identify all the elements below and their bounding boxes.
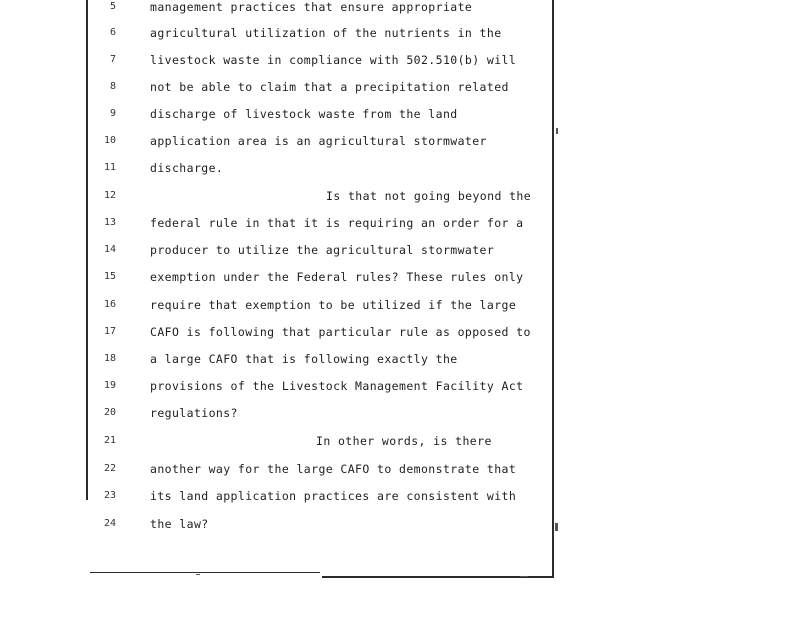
line-text: a large CAFO that is following exactly the <box>150 352 458 366</box>
line-text: federal rule in that it is requiring an order for a <box>150 216 524 230</box>
line-number: 20 <box>103 407 116 418</box>
line-number: 12 <box>103 190 116 201</box>
line-text: its land application practices are consistent with <box>150 489 517 503</box>
line-number: 23 <box>103 490 116 501</box>
line-text: not be able to claim that a precipitation related <box>150 80 509 94</box>
line-text: another way for the large CAFO to demonstrate that <box>150 462 517 476</box>
line-number: 11 <box>103 162 116 173</box>
scan-speck <box>555 523 558 531</box>
left-margin-rule <box>86 0 88 500</box>
line-number: 22 <box>103 463 116 474</box>
line-number: 10 <box>103 135 116 146</box>
scan-speck <box>196 574 200 575</box>
scan-speck <box>556 128 558 134</box>
line-number: 16 <box>103 299 116 310</box>
right-margin-rule <box>552 0 554 190</box>
line-number: 17 <box>103 326 116 337</box>
scan-speck <box>520 576 528 577</box>
line-text: application area is an agricultural stormwater <box>150 134 487 148</box>
line-text: discharge. <box>150 161 224 175</box>
line-text: In other words, is there <box>316 434 492 448</box>
bottom-rule <box>90 572 320 573</box>
line-number: 19 <box>103 380 116 391</box>
line-text: provisions of the Livestock Management Facility Act <box>150 379 524 393</box>
line-text: regulations? <box>150 406 238 420</box>
line-number: 21 <box>103 435 116 446</box>
line-number: 6 <box>109 27 116 38</box>
right-margin-rule-lower <box>552 190 554 578</box>
line-number: 8 <box>109 81 116 92</box>
line-number: 7 <box>109 54 116 65</box>
line-text: producer to utilize the agricultural stormwater <box>150 243 495 257</box>
line-text: agricultural utilization of the nutrients in the <box>150 26 502 40</box>
line-text: livestock waste in compliance with 502.510(b) will <box>150 53 517 67</box>
line-number: 24 <box>103 518 116 529</box>
line-text: the law? <box>150 517 209 531</box>
line-number: 5 <box>109 1 116 12</box>
line-text: discharge of livestock waste from the land <box>150 107 458 121</box>
line-text: CAFO is following that particular rule as opposed to <box>150 325 531 339</box>
line-text: exemption under the Federal rules? These rules only <box>150 270 524 284</box>
line-text: Is that not going beyond the <box>326 189 532 203</box>
line-number: 14 <box>103 244 116 255</box>
line-number: 15 <box>103 271 116 282</box>
line-text: require that exemption to be utilized if the large <box>150 298 517 312</box>
line-text: management practices that ensure appropriate <box>150 0 473 14</box>
line-number: 18 <box>103 353 116 364</box>
line-number: 9 <box>109 108 116 119</box>
line-number: 13 <box>103 217 116 228</box>
